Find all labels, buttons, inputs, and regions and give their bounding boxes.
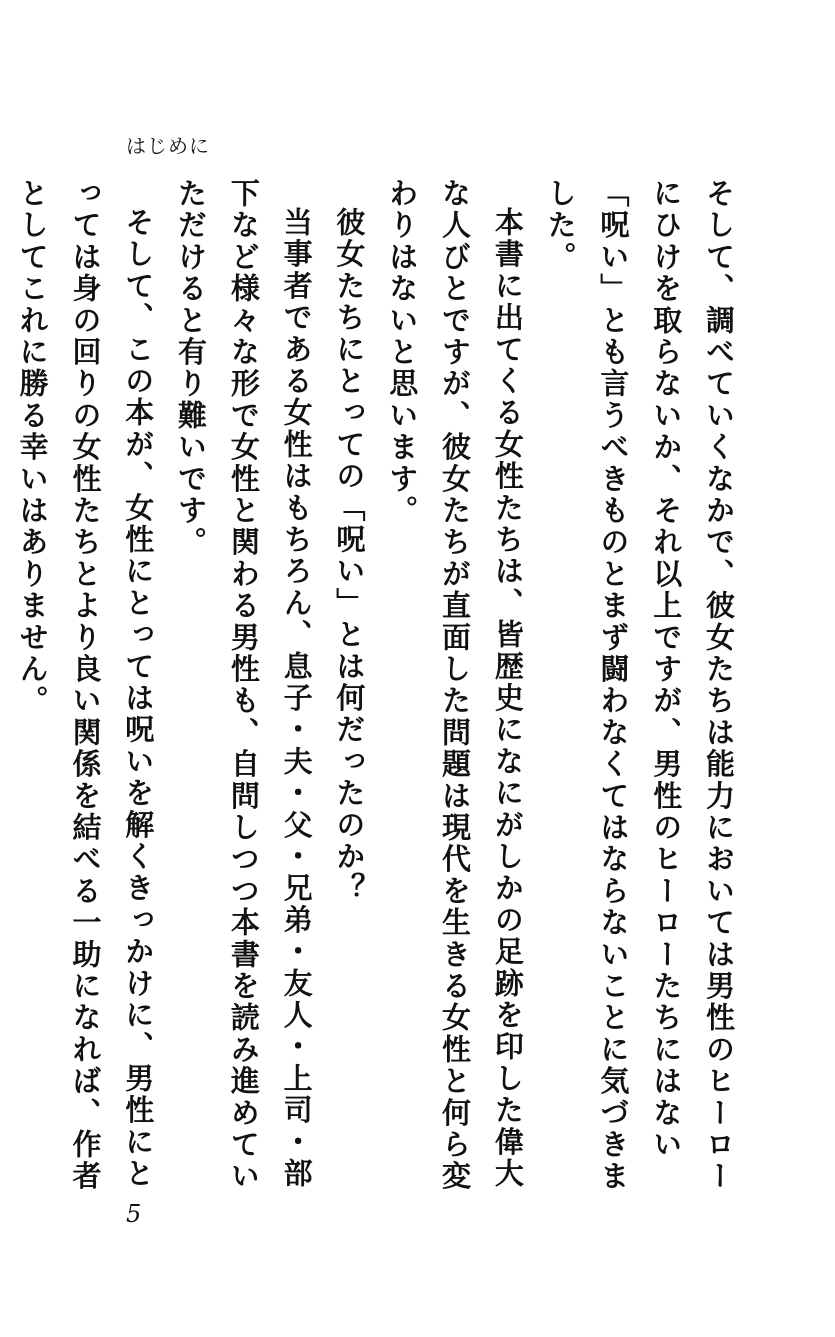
page-number: 5: [126, 1200, 142, 1228]
running-head: はじめに: [126, 134, 210, 158]
paragraph-2: 本書に出てくる女性たちは、皆歴史になにがしかの足跡を印した偉大な人びとですが、彼女たちが直面した問題は現代を生きる女性と何ら変わりはないと思います。: [385, 178, 525, 1193]
paragraph-1: そして、調べていくなかで、彼女たちは能力においては男性のヒーローにひけを取らないか、それ以上ですが、男性のヒーローたちにはない「呪い」とも言うべきものとまず闘わなくてはならないことに気づきました。: [543, 178, 736, 1193]
paragraph-5: そして、この本が、女性にとっては呪いを解くきっかけに、男性にとっては身の回りの女性たちとより良い関係を結べる一助になれば、作者としてこれに勝る幸いはありません。: [15, 178, 156, 1193]
body-text: [0, 178, 745, 1208]
paragraph-3: 彼女たちにとっての「呪い」とは何だったのか？: [332, 207, 367, 905]
paragraph-4: 当事者である女性はもちろん、息子・夫・父・兄弟・友人・上司・部下など様々な形で女性と関わる男性も、自問しつつ本書を読み進めていただけると有り難いです。: [174, 178, 314, 1193]
paragraph-6: [0, 178, 6, 1208]
